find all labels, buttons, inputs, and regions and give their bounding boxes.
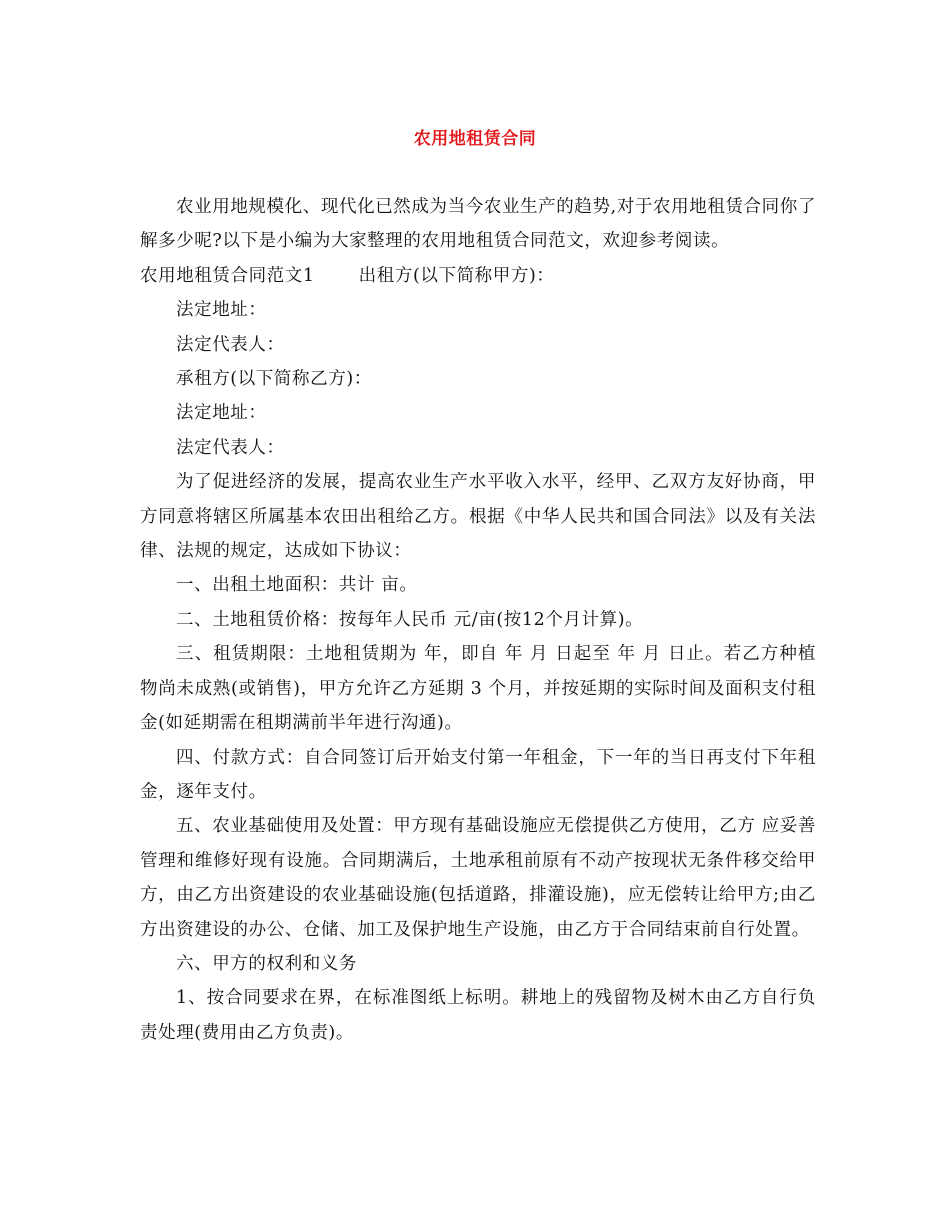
preamble-paragraph: 为了促进经济的发展，提高农业生产水平收入水平，经甲、乙双方友好协商，甲方同意将辖区所属基本农田出租给乙方。根据《中华人民共和国合同法》以及有关法律、法规的规定，达成如下协议： — [140, 472, 816, 562]
clause-1: 一、出租土地面积：共计 亩。 — [176, 575, 418, 596]
lessor-address: 法定地址： — [176, 300, 267, 321]
lessee-label: 承租方(以下简称乙方)： — [176, 369, 372, 390]
clause-5: 五、农业基础使用及处置：甲方现有基础设施应无偿提供乙方使用，乙方 应妥善管理和维修好现有设施。合同期满后，土地承租前原有不动产按现状无条件移交给甲方，由乙方出资建设的农业基础设施(包括道路，排灌设施)，应无偿转让给甲方;由乙方出资建设的办公、仓储、加工及保护地生产设施，由乙方于合同结束前自行处置。 — [140, 816, 816, 940]
clause-6-1: 1、按合同要求在界，在标准图纸上标明。耕地上的残留物及树木由乙方自行负责处理(费用由乙方负责)。 — [140, 988, 816, 1043]
clause-4: 四、付款方式：自合同签订后开始支付第一年租金，下一年的当日再支付下年租金，逐年支付。 — [140, 747, 816, 802]
sample-heading: 农用地租赁合同范文1 — [140, 265, 315, 286]
clause-3: 三、租赁期限：土地租赁期为 年，即自 年 月 日起至 年 月 日止。若乙方种植物尚未成熟(或销售)，甲方允许乙方延期 3 个月，并按延期的实际时间及面积支付租金(如延期需在租期满前半年进行沟通)。 — [140, 644, 816, 734]
clause-2: 二、土地租赁价格：按每年人民币 元/亩(按12个月计算)。 — [176, 609, 644, 630]
lessee-representative: 法定代表人： — [176, 437, 285, 458]
document-body — [140, 190, 816, 1050]
lessee-address: 法定地址： — [176, 403, 267, 424]
lessor-representative: 法定代表人： — [176, 334, 285, 355]
document-title: 农用地租赁合同 — [413, 129, 537, 149]
lessor-label: 出租方(以下简称甲方)： — [358, 265, 555, 286]
intro-paragraph: 农业用地规模化、现代化已然成为当今农业生产的趋势,对于农用地租赁合同你了解多少呢?以下是小编为大家整理的农用地租赁合同范文，欢迎参考阅读。 — [140, 197, 816, 252]
sample-heading-line — [140, 259, 816, 293]
clause-6: 六、甲方的权利和义务 — [176, 953, 357, 974]
